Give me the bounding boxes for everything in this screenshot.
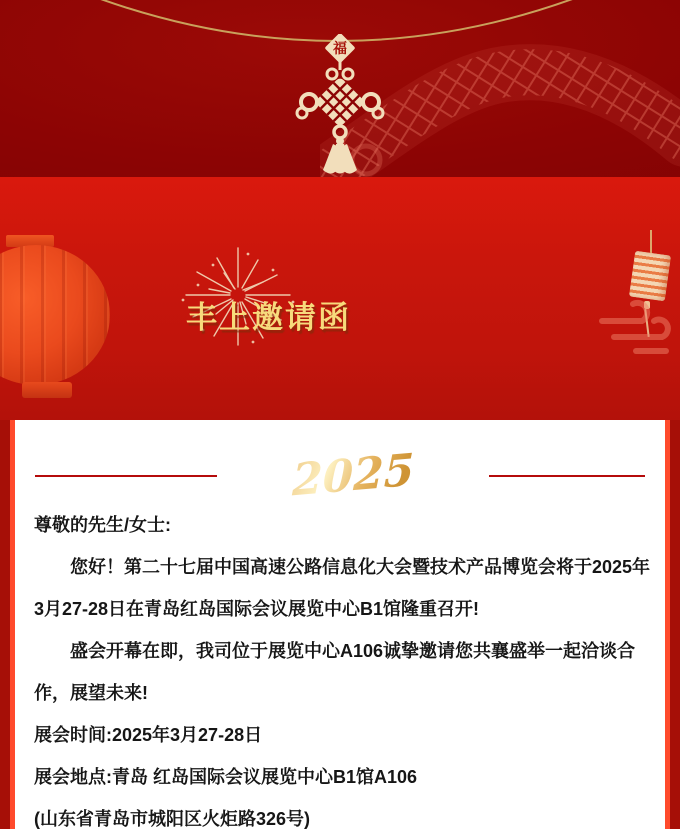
hero-banner — [0, 177, 680, 420]
event-time-line: 展会时间:2025年3月27-28日 — [34, 725, 263, 745]
year-divider-row — [15, 444, 665, 507]
invite-line-1: 盛会开幕在即，我司位于展览中心A106诚挚邀请您共襄盛举一起洽谈合 — [70, 641, 636, 661]
invitation-card — [10, 420, 670, 829]
divider-line-left — [35, 475, 217, 477]
event-address-line: (山东省青岛市城阳区火炬路326号) — [34, 809, 311, 829]
hero-title: 丰上邀请函 — [186, 300, 351, 335]
cloud-scroll-icon — [592, 295, 680, 357]
greeting-line: 尊敬的先生/女士: — [34, 515, 171, 535]
top-banner — [0, 0, 680, 177]
divider-line-right — [489, 475, 645, 477]
year-label: 2025 — [284, 446, 423, 506]
content-area — [0, 420, 680, 829]
intro-line-2: 3月27-28日在青岛红岛国际会议展览中心B1馆隆重召开! — [34, 599, 480, 619]
firecracker-icon — [629, 251, 671, 302]
event-location-line: 展会地点:青岛 红岛国际会议展览中心B1馆A106 — [34, 767, 418, 787]
invitation-body — [15, 504, 665, 829]
red-lantern-cap-bottom — [22, 382, 72, 398]
red-lantern-icon — [0, 245, 110, 385]
fu-character: 福 — [333, 40, 347, 56]
invite-line-2: 作，展望未来! — [34, 683, 148, 703]
chinese-knot-ornament-icon — [287, 34, 393, 177]
intro-line-1: 您好！第二十七届中国高速公路信息化大会暨技术产品博览会将于2025年 — [70, 557, 651, 577]
firecracker-string — [650, 230, 652, 255]
